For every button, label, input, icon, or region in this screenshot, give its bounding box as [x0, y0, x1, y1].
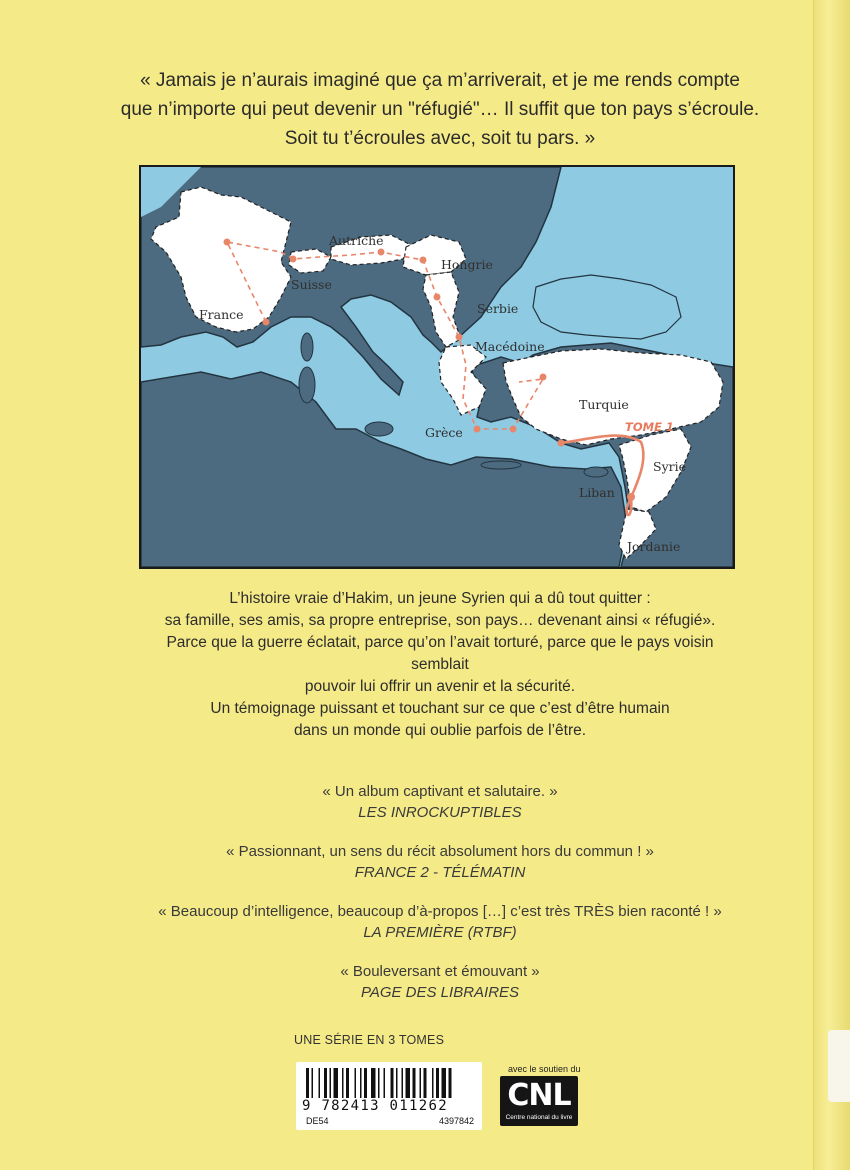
- label-france: France: [199, 307, 244, 322]
- cnl-logo-text: CNL: [507, 1078, 571, 1113]
- review-source: LES INROCKUPTIBLES: [358, 804, 522, 821]
- label-tome1: TOME 1: [625, 420, 674, 434]
- summary-line: sa famille, ses amis, sa propre entreprise, son pays… devenant ainsi « réfugié».: [164, 612, 716, 629]
- quote-line: que n’importe qui peut devenir un "réfugié"… Il suffit que ton pays s’écroule.: [120, 99, 760, 120]
- review: [150, 842, 730, 883]
- review-quote: « Bouleversant et émouvant »: [340, 963, 540, 980]
- review: [150, 962, 730, 1003]
- black-sea: [533, 275, 681, 339]
- label-syrie: Syrie: [653, 459, 686, 474]
- barcode-code-right: 4397842: [438, 1116, 474, 1126]
- summary: [150, 588, 730, 698]
- island-corsica: [301, 333, 313, 361]
- island-cyprus: [584, 467, 608, 477]
- label-serbie: Serbie: [477, 301, 519, 316]
- barcode-bars: [306, 1068, 472, 1100]
- book-spine: [813, 0, 850, 1170]
- summary-line: Parce que la guerre éclatait, parce qu’on l’avait torturé, parce que le pays voisin semblait: [166, 634, 714, 673]
- label-macedoine: Macédoine: [475, 339, 545, 354]
- cnl-caption: avec le soutien du: [508, 1064, 581, 1074]
- map-illustration: [141, 167, 733, 567]
- review-source: LA PREMIÈRE (RTBF): [363, 924, 517, 941]
- summary-line: L’histoire vraie d’Hakim, un jeune Syrien qui a dû tout quitter :: [229, 590, 651, 607]
- review: [150, 782, 730, 823]
- island-crete: [481, 461, 521, 469]
- series-note: UNE SÉRIE EN 3 TOMES: [294, 1033, 445, 1047]
- island-sicily: [365, 422, 393, 436]
- barcode: [296, 1062, 482, 1130]
- review-quote: « Beaucoup d’intelligence, beaucoup d’à-propos […] c’est très TRÈS bien raconté ! »: [158, 903, 722, 920]
- isbn-number: 9 782413 011262: [302, 1098, 448, 1114]
- press-reviews: [150, 782, 730, 1022]
- review-quote: « Passionnant, un sens du récit absolument hors du commun ! »: [226, 843, 654, 860]
- cnl-logo-subtitle: Centre national du livre: [505, 1114, 573, 1121]
- label-grece: Grèce: [425, 425, 463, 440]
- label-turquie: Turquie: [579, 397, 629, 412]
- cnl-logo: [500, 1076, 578, 1126]
- review-quote: « Un album captivant et salutaire. »: [322, 783, 558, 800]
- label-hongrie: Hongrie: [441, 257, 493, 272]
- opening-quote: [80, 66, 800, 153]
- label-autriche: Autriche: [329, 233, 384, 248]
- review-source: PAGE DES LIBRAIRES: [360, 984, 520, 1001]
- barcode-code-left: DE54: [306, 1116, 329, 1126]
- island-sardinia: [299, 367, 315, 403]
- label-suisse: Suisse: [291, 277, 332, 292]
- review: [150, 902, 730, 943]
- label-liban: Liban: [579, 485, 615, 500]
- summary-line: pouvoir lui offrir un avenir et la sécurité.: [304, 678, 576, 695]
- spine-tab: [828, 1030, 850, 1102]
- quote-line: « Jamais je n’aurais imaginé que ça m’arriverait, et je me rends compte: [140, 70, 740, 91]
- tagline: [150, 698, 730, 742]
- route-map: [139, 165, 735, 569]
- review-source: FRANCE 2 - TÉLÉMATIN: [354, 864, 526, 881]
- tagline-line: Un témoignage puissant et touchant sur ce que c’est d’être humain: [210, 700, 670, 717]
- quote-line: Soit tu t’écroules avec, soit tu pars. »: [284, 128, 596, 149]
- tagline-line: dans un monde qui oublie parfois de l’être.: [293, 722, 587, 739]
- label-jordanie: Jordanie: [627, 539, 681, 554]
